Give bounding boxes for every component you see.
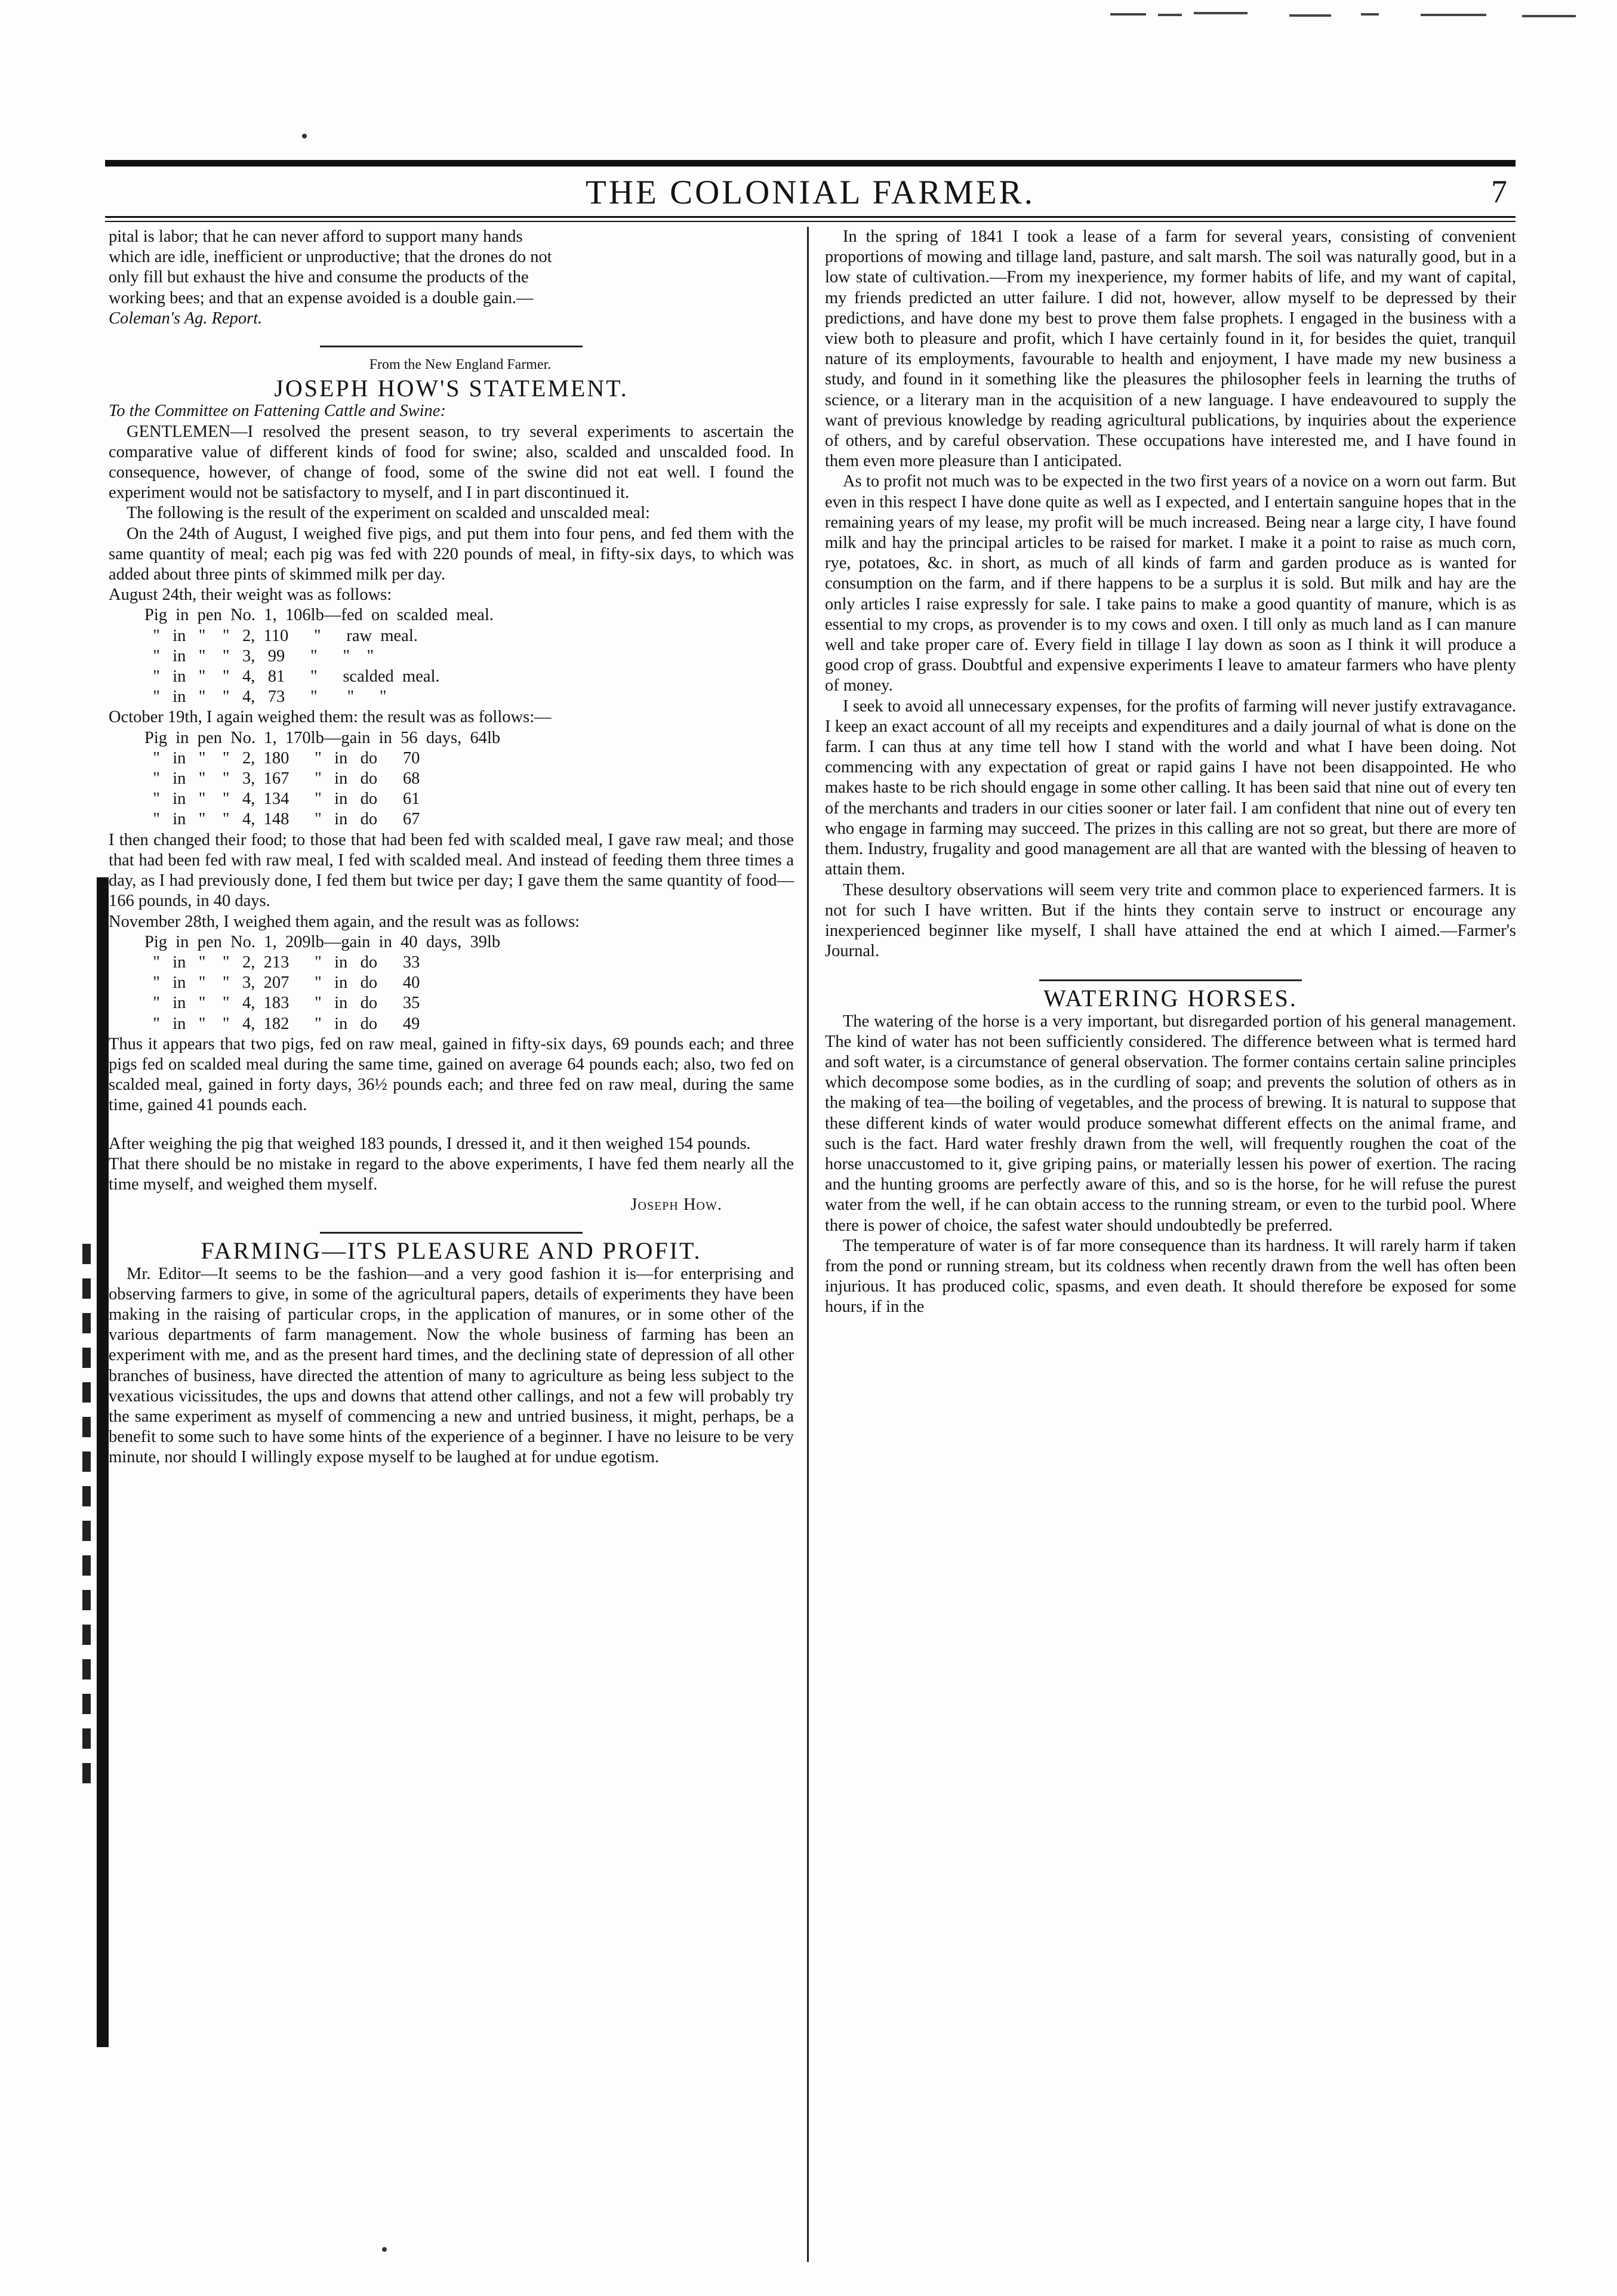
article-paragraph: GENTLEMEN—I resolved the present season, to try several experiments to ascertain the comparative value of different kinds of food for swine; also, scalded and unscalded food. In consequence, however, of change of food, some of the swine did not eat well. I found the experiment would not be satisfactory to myself, and I in part discontinued it. [109,422,794,503]
article-source: From the New England Farmer. [369,357,552,373]
article-paragraph: That there should be no mistake in regard to the above experiments, I have fed them nearly all the time myself, and weighed them myself. [109,1154,794,1194]
margin-fragments [72,1229,96,1874]
table-row: " in " " 4, 183 " in do 35 [144,994,420,1013]
column-divider [807,227,809,2262]
table-row: " in " " 3, 207 " in do 40 [144,973,420,993]
table-row: " in " " 4, 81 " scalded meal. [144,667,440,686]
intro-line: which are idle, inefficient or unproductive; that the drones do not [109,248,552,267]
article-signature: Joseph How. [630,1195,722,1215]
table-row: Pig in pen No. 1, 209lb—gain in 40 days, 39lb [144,932,501,951]
article-paragraph: October 19th, I again weighed them: the result was as follows:— [109,708,552,727]
article-paragraph: As to profit not much was to be expected in the two first years of a novice on a worn out farm. But even in this respect I have done quite as well as I expected, and I entertain sanguine hopes that in the remaining years of my lease, my profit will be much increased. Being near a large city, I have found milk and hay the principal articles to be raised for market. I make it a point to raise as much corn, rye, potatoes, &c. in short, as much of all kinds of farm and garden produce as is wanted for consumption on the farm, and if there happens to be a surplus it is sold. But milk and hay are the only articles I raise expressly for sale. I take pains to make a good quantity of manure, which is as essential to my crops, as provender is to my cows and oxen. I till only as much land as I can manure well and take proper care of. Every field in tillage I lay down as soon as I think it will produce a good crop of grass. Doubtful and expensive experiments I leave to amateur farmers who have plenty of money. [825,472,1516,695]
weight-table-october [144,728,794,830]
article-paragraph: August 24th, their weight was as follows: [109,585,392,605]
section-separator [320,346,583,347]
table-row: " in " " 2, 213 " in do 33 [144,953,420,972]
page-header [105,172,1516,214]
weight-table-november [144,932,794,1034]
table-row: Pig in pen No. 1, 170lb—gain in 56 days, 64lb [144,728,501,747]
page-title: THE COLONIAL FARMER. [586,174,1035,211]
article-paragraph: The following is the result of the experiment on scalded and unscalded meal: [127,504,650,523]
page-number: 7 [1491,174,1507,209]
intro-citation: Coleman's Ag. Report. [109,309,263,328]
article-addressee: To the Committee on Fattening Cattle and Swine: [109,402,446,421]
header-top-rule [105,160,1516,167]
header-bottom-rule-2 [105,221,1516,222]
table-row: " in " " 2, 110 " raw meal. [144,626,418,645]
article-paragraph: On the 24th of August, I weighed five pigs, and put them into four pens, and fed them with the same quantity of meal; each pig was fed with 220 pounds of meal, in fifty-six days, to which was added about three pints of skimmed milk per day. [109,524,794,584]
table-row: " in " " 4, 73 " " " [144,688,387,707]
article-paragraph: After weighing the pig that weighed 183 pounds, I dressed it, and it then weighed 154 pounds. [109,1134,751,1153]
article-paragraph: November 28th, I weighed them again, and the result was as follows: [109,912,580,931]
article-title-how-statement: JOSEPH HOW'S STATEMENT. [274,375,629,402]
header-bottom-rule [105,216,1516,218]
table-row: " in " " 4, 148 " in do 67 [144,810,420,829]
table-row: " in " " 3, 167 " in do 68 [144,769,420,788]
article-paragraph: Thus it appears that two pigs, fed on raw meal, gained in fifty-six days, 69 pounds each; and three pigs fed on scalded meal during the same time, gained on average 64 pounds each; also, two fed on scalded meal, gained in forty days, 36½ pounds each; and three fed on raw meal, during the same time, gained 41 pounds each. [109,1034,794,1115]
article-paragraph: Mr. Editor—It seems to be the fashion—and a very good fashion it is—for enterprising and observing farmers to give, in some of the agricultural papers, details of experiments they have been making in the raising of particular crops, in the application of manures, or in some other of the various departments of farm management. Now the whole business of farming has been an experiment with me, and as the present hard times, and the declining state of depression of all other branches of business, have directed the attention of many to agriculture as being less subject to the vexatious vicissitudes, the ups and downs that attend other callings, and not a few will probably try the same experiment as myself of commencing a new and untried business, it might, perhaps, be a benefit to some such to have some hints of the experience of a beginner. I have no leisure to be very minute, nor should I willingly expose myself to be laughed at for undue egotism. [109,1264,794,1467]
table-row: " in " " 3, 99 " " " [144,646,374,665]
weight-table-august [144,605,794,707]
article-title-farming: FARMING—ITS PLEASURE AND PROFIT. [201,1237,702,1265]
article-paragraph: The temperature of water is of far more consequence than its hardness. It will rarely harm if taken from the pond or running stream, but its coldness when recently drawn from the well has often been injurious. It has produced colic, spasms, and even death. It should therefore be exposed for some hours, if in the [825,1236,1516,1317]
section-separator [1039,979,1302,981]
table-row: " in " " 4, 182 " in do 49 [144,1014,420,1033]
intro-line: pital is labor; that he can never afford to support many hands [109,227,523,246]
article-title-watering-horses: WATERING HORSES. [1043,985,1298,1012]
intro-line: working bees; and that an expense avoided is a double gain.— [109,288,534,307]
article-paragraph: I seek to avoid all unnecessary expenses, for the profits of farming will never justify extravagance. I keep an exact account of all my receipts and expenditures and a daily journal of what is done on the farm. I can thus at any time tell how I stand with the world and what I have been doing. Not commencing with any expectation of great or rapid gains I have not been disappointed. He who makes haste to be rich should engage in some other calling. It has been said that nine out of every ten of the merchants and traders in our cities sooner or later fail. I am confident that nine out of every ten who engage in farming may succeed. The prizes in this calling are not so great, but there are more of them. Industry, frugality and good management are all that are wanted with the blessing of heaven to attain them. [825,696,1516,879]
intro-line: only fill but exhaust the hive and consume the products of the [109,268,529,287]
article-paragraph: I then changed their food; to those that had been fed with scalded meal, I gave raw meal; and those that had been fed with raw meal, I fed with scalded meal. And instead of feeding them three times a day, as I had previously done, I fed them but twice per day; I gave them the same quantity of food—166 pounds, in 40 days. [109,830,794,911]
article-paragraph: The watering of the horse is a very important, but disregarded portion of his general management. The kind of water has not been sufficiently considered. The difference between what is termed hard and soft water, is a circumstance of general observation. The former contains certain saline principles which decompose some bodies, as in the curdling of soap; and prevents the solution of others as in the making of tea—the boiling of vegetables, and the process of brewing. It is natural to suppose that these different kinds of water would produce somewhat different effects on the animal frame, and such is the fact. Hard water freshly drawn from the well, will frequently roughen the coat of the horse unaccustomed to it, give griping pains, or materially lessen his power of exertion. The racing and the hunting grooms are perfectly aware of this, and so is the horse, for he will refuse the purest water from the well, if he can obtain access to the running stream, or even to the turbid pool. Where there is power of choice, the safest water should undoubtedly be preferred. [825,1012,1516,1235]
scan-speck [302,134,307,138]
section-separator [320,1232,583,1234]
table-row: " in " " 4, 134 " in do 61 [144,790,420,809]
scan-artifact-top [1110,8,1600,21]
right-column [825,227,1516,1318]
scan-speck [382,2247,387,2252]
left-column [109,227,794,1468]
article-paragraph: These desultory observations will seem very trite and common place to experienced farmers. It is not for such I have written. But if the hints they contain serve to instruct or encourage any inexperienced beginner like myself, I shall have attained the end at which I aimed.—Farmer's Journal. [825,880,1516,961]
table-row: " in " " 2, 180 " in do 70 [144,748,420,768]
article-paragraph: In the spring of 1841 I took a lease of a farm for several years, consisting of convenient proportions of mowing and tillage land, pasture, and salt marsh. The soil was naturally good, but in a low state of cultivation.—From my inexperience, my former habits of life, and my want of capital, my friends predicted an utter failure. I did not, however, allow myself to be depressed by their predictions, and have done my best to prove them false prophets. I engaged in the business with a view both to pleasure and profit, which I have certainly found in it, for besides the quiet, tranquil nature of its employments, favourable to health and enjoyment, I have made my new business a study, and found in it something like the pleasures the philosopher feels in learning the truths of science, or a literary man in the acquisition of a new language. I have endeavoured to supply the want of previous knowledge by reading agricultural publications, by inquiries about the experience of others, and by careful observation. These occupations have interested me, and I have found in them even more pleasure than I anticipated. [825,227,1516,471]
table-row: Pig in pen No. 1, 106lb—fed on scalded meal. [144,606,494,625]
binding-shadow [97,877,109,2047]
